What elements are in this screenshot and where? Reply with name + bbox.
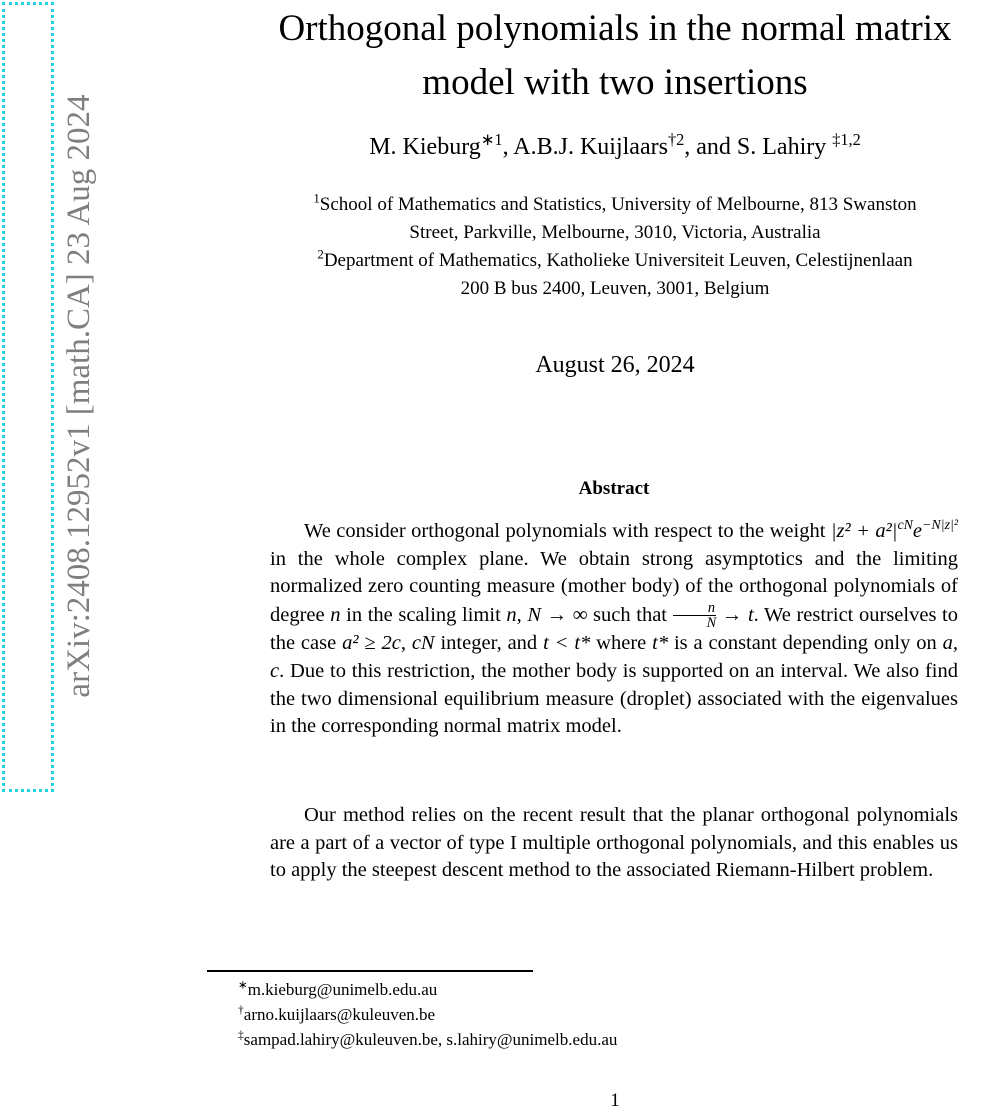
abstract-heading: Abstract xyxy=(578,478,650,499)
author-lahiry: S. Lahiry xyxy=(736,134,827,160)
math-degree: n xyxy=(330,603,341,626)
affiliation-2-line-1: Department of Mathematics, Katholieke Universiteit Leuven, Celestijnenlaan xyxy=(323,250,913,271)
math-t-star: t* xyxy=(652,632,669,655)
abstract-text: , xyxy=(400,632,412,655)
abstract-text: . Due to this restriction, the mother body is supported on an interval. We also find the two dimensional equilibrium measure (droplet) associated with the eigenvalues in the corresponding normal matrix model. xyxy=(270,660,958,738)
affiliation-2 xyxy=(205,247,1008,303)
footnote-2-email[interactable]: arno.kuijlaars@kuleuven.be xyxy=(243,1005,436,1024)
math-condition: a² ≥ 2c xyxy=(342,632,401,655)
math-exp-base: e xyxy=(912,520,923,542)
footnote-2 xyxy=(238,1005,435,1025)
author-kieburg: M. Kieburg xyxy=(369,134,481,160)
paper-date: August 26, 2024 xyxy=(535,352,695,378)
abstract-paragraph-2: Our method relies on the recent result that the planar orthogonal polynomials are a part of a vector of type I multiple orthogonal polynomials, and this enables us to apply the steepest descent method to the associated Riemann-Hilbert problem. xyxy=(270,804,958,882)
footnote-rule xyxy=(207,970,533,972)
footnote-3-mark: ‡ xyxy=(238,1028,244,1042)
paper-title xyxy=(205,2,1008,110)
page-number: 1 xyxy=(610,1090,620,1111)
abstract-paragraph-1 xyxy=(270,518,958,741)
abstract-text: where xyxy=(590,632,653,655)
author-lahiry-marks: ‡1,2 xyxy=(832,130,861,149)
affiliation-1 xyxy=(205,191,1008,247)
math-cn: cN xyxy=(411,632,435,655)
math-a-c: a, c xyxy=(270,632,958,683)
footnote-3 xyxy=(238,1030,617,1050)
fraction-denominator: N xyxy=(706,615,717,632)
footnote-1-email[interactable]: m.kieburg@unimelb.edu.au xyxy=(247,980,438,999)
arxiv-stamp[interactable]: arXiv:2408.12952v1 [math.CA] 23 Aug 2024 xyxy=(61,94,97,698)
abstract-text: . We restrict ourselves to the case xyxy=(270,603,958,655)
title-line-1: Orthogonal polynomials in the normal matrix xyxy=(278,8,952,49)
fraction-numerator: n xyxy=(673,601,717,616)
affiliation-2-mark: 2 xyxy=(317,246,324,262)
abstract-text: integer, and xyxy=(434,632,544,655)
math-weight-base: |z² + a²| xyxy=(830,520,898,542)
title-line-2: model with two insertions xyxy=(422,62,808,103)
affiliation-1-line-1: School of Mathematics and Statistics, University of Melbourne, 813 Swanston xyxy=(319,194,917,215)
author-kuijlaars-marks: †2 xyxy=(667,130,685,149)
math-weight-exp: cN xyxy=(897,518,913,534)
affiliation-2-line-2: 200 B bus 2400, Leuven, 3001, Belgium xyxy=(460,278,770,299)
footnote-1-mark: ∗ xyxy=(238,978,248,992)
math-limit-t: → t xyxy=(716,603,754,626)
footnote-1 xyxy=(238,980,437,1000)
abstract-text: is a constant depending only on xyxy=(668,632,943,655)
author-list xyxy=(205,130,1008,161)
footnote-3-emails[interactable]: sampad.lahiry@kuleuven.be, s.lahiry@unimelb.edu.au xyxy=(243,1030,618,1049)
affiliation-1-mark: 1 xyxy=(313,190,320,206)
arxiv-stamp-border xyxy=(2,2,54,792)
math-limit: n, N → ∞ xyxy=(506,603,588,626)
affiliation-1-line-2: Street, Parkville, Melbourne, 3010, Victoria, Australia xyxy=(409,222,821,243)
math-t-bound: t < t* xyxy=(543,632,591,655)
math-fraction xyxy=(673,601,717,631)
author-and: , and xyxy=(684,134,737,160)
footnote-2-mark: † xyxy=(238,1003,244,1017)
abstract-text: We consider orthogonal polynomials with respect to the weight xyxy=(304,520,831,542)
math-exp-exp: −N|z|² xyxy=(922,518,958,534)
abstract-text: in the whole complex plane. We obtain strong asymptotics and the limiting normalized zero counting measure (mother body) of the orthogonal polynomials of degree xyxy=(270,547,958,626)
abstract-text: such that xyxy=(587,603,673,626)
author-kieburg-marks: ∗1 xyxy=(480,130,503,149)
author-separator: , xyxy=(502,134,514,160)
abstract-text: in the scaling limit xyxy=(340,603,507,626)
author-kuijlaars: A.B.J. Kuijlaars xyxy=(513,134,668,160)
